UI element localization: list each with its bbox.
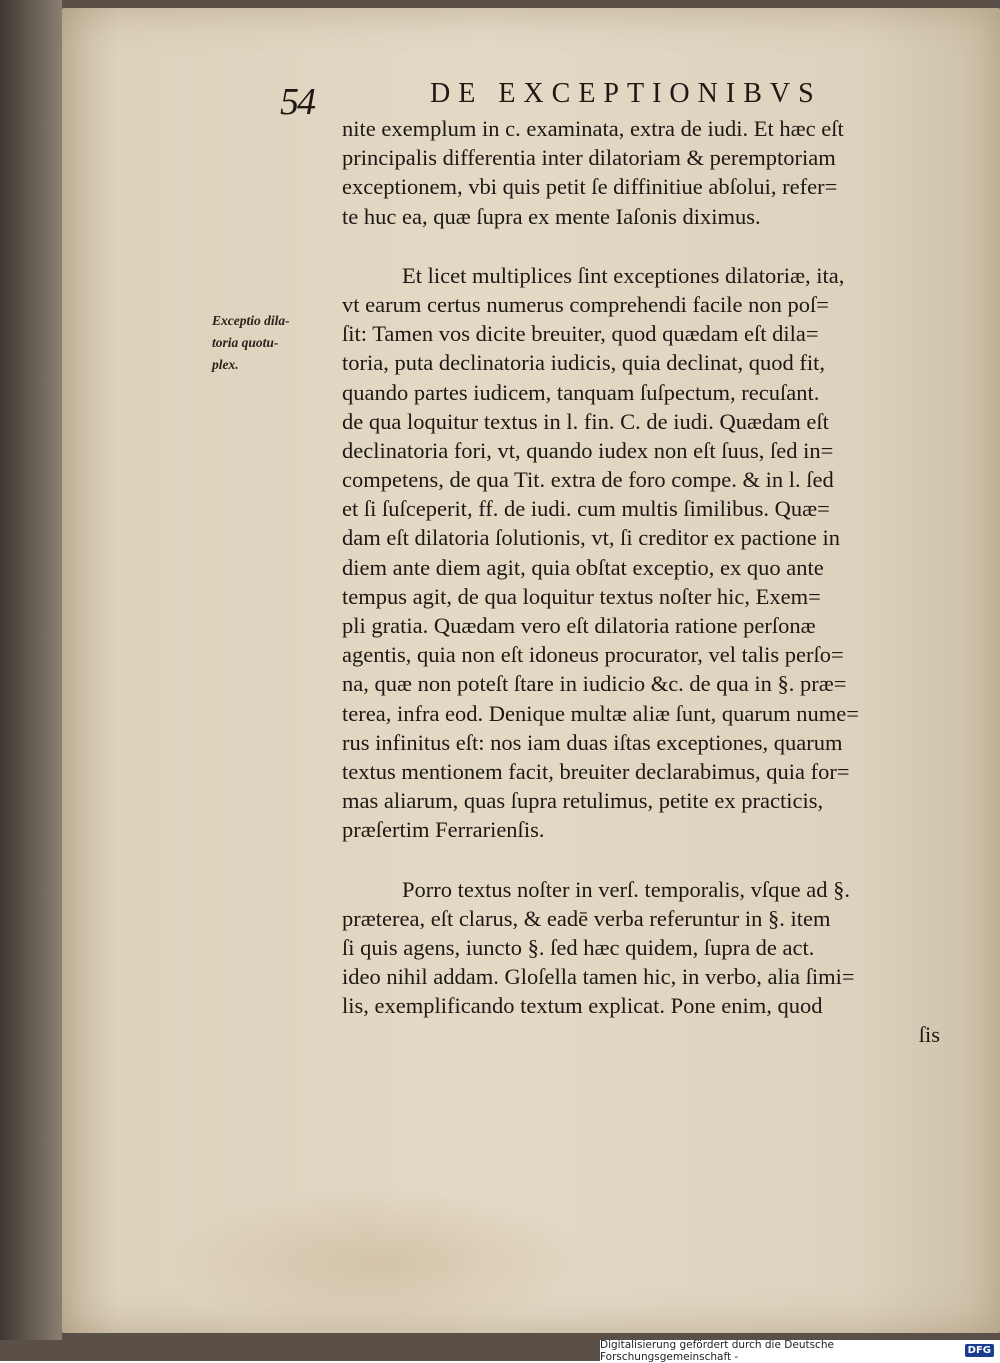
text-line: de qua loquitur textus in l. fin. C. de iudi. Quædam eſt bbox=[342, 408, 829, 434]
text-line: competens, de qua Tit. extra de foro compe. & in l. ſed bbox=[342, 467, 834, 493]
marginal-note-line: toria quotu- bbox=[212, 335, 279, 350]
text-line: exceptionem, vbi quis petit ſe diffinitiue abſolui, refer= bbox=[342, 174, 838, 200]
text-line: nite exemplum in c. examinata, extra de iudi. Et hæc eſt bbox=[342, 116, 844, 141]
text-line: præſertim Ferrarienſis. bbox=[342, 817, 545, 843]
running-title: DE EXCEPTIONIBVS bbox=[430, 78, 822, 109]
paper-stain bbox=[172, 1188, 592, 1338]
body-text bbox=[342, 114, 962, 1050]
catchword: ſis bbox=[918, 1022, 940, 1048]
text-line: textus mentionem facit, breuiter declarabimus, quia for= bbox=[342, 758, 850, 784]
text-line: pli gratia. Quædam vero eſt dilatoria ratione perſonæ bbox=[342, 613, 816, 638]
text-line: ideo nihil addam. Gloſella tamen hic, in verbo, alia ſimi= bbox=[342, 964, 855, 990]
text-line: declinatoria fori, vt, quando iudex non eſt ſuus, ſed in= bbox=[342, 437, 834, 463]
text-line: ſi quis agens, iuncto §. ſed hæc quidem, ſupra de act. bbox=[342, 934, 815, 960]
text-line: ſit: Tamen vos dicite breuiter, quod quædam eſt dila= bbox=[342, 321, 819, 347]
paragraph bbox=[342, 114, 962, 231]
dfg-logo: DFG bbox=[965, 1344, 994, 1357]
book-edge bbox=[0, 0, 62, 1340]
text-line: toria, puta declinatoria iudicis, quia declinat, quod fit, bbox=[342, 350, 825, 376]
paragraph-gap bbox=[342, 231, 962, 261]
text-line: quando partes iudicem, tanquam ſuſpectum, recuſant. bbox=[342, 379, 820, 405]
text-line: na, quæ non poteſt ſtare in iudicio &c. de qua in §. præ= bbox=[342, 671, 847, 697]
paragraph bbox=[342, 261, 962, 845]
text-line: dam eſt dilatoria ſolutionis, vt, ſi creditor ex pactione in bbox=[342, 525, 840, 551]
text-line: agentis, quia non eſt idoneus procurator, vel talis perſo= bbox=[342, 642, 844, 668]
paragraph-gap bbox=[342, 845, 962, 875]
text-line: lis, exemplificando textum explicat. Pone enim, quod bbox=[342, 993, 823, 1019]
digitization-footer bbox=[600, 1340, 1000, 1361]
page-number: 54 bbox=[280, 81, 314, 123]
text-line: te huc ea, quæ ſupra ex mente Iaſonis diximus. bbox=[342, 203, 761, 229]
text-line: tempus agit, de qua loquitur textus noſter hic, Exem= bbox=[342, 583, 821, 609]
running-head bbox=[280, 76, 880, 123]
text-line: Et licet multiplices ſint exceptiones dilatoriæ, ita, bbox=[402, 262, 845, 288]
marginal-note-line: Exceptio dila- bbox=[212, 313, 290, 328]
text-line: vt earum certus numerus comprehendi facile non poſ= bbox=[342, 291, 829, 317]
text-line: diem ante diem agit, quia obſtat exceptio, ex quo ante bbox=[342, 554, 824, 580]
marginal-note-line: plex. bbox=[212, 357, 239, 372]
text-line: et ſi ſuſceperit, ff. de iudi. cum multis ſimilibus. Quæ= bbox=[342, 496, 830, 522]
text-line: Porro textus noſter in verſ. temporalis, vſque ad §. bbox=[402, 876, 851, 902]
funding-notice: Digitalisierung gefördert durch die Deutsche Forschungsgemeinschaft - bbox=[600, 1338, 834, 1363]
marginal-note bbox=[212, 310, 332, 376]
text-line: principalis differentia inter dilatoriam & peremptoriam bbox=[342, 145, 836, 171]
text-line: terea, infra eod. Denique multæ aliæ ſunt, quarum nume= bbox=[342, 700, 859, 726]
paragraph bbox=[342, 875, 962, 1021]
text-line: rus infinitus eſt: nos iam duas iſtas exceptiones, quarum bbox=[342, 729, 843, 755]
text-line: præterea, eſt clarus, & eadē verba referuntur in §. item bbox=[342, 905, 831, 931]
text-line: mas aliarum, quas ſupra retulimus, petite ex practicis, bbox=[342, 788, 824, 814]
